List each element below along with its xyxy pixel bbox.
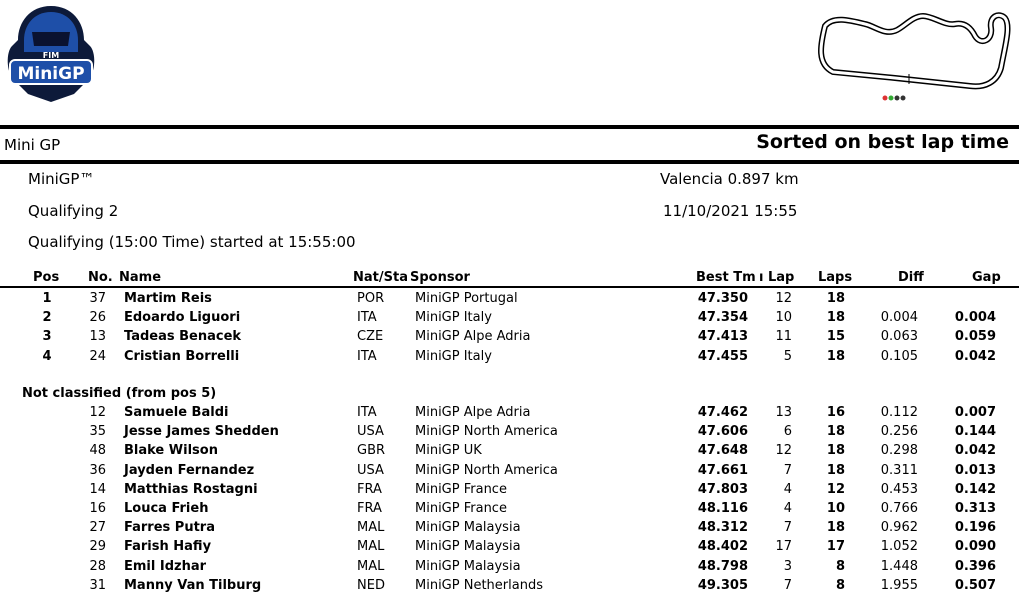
cell-rider-name: Matthias Rostagni bbox=[124, 481, 258, 497]
cell-best-lap-number: 12 bbox=[775, 443, 792, 459]
cell-sponsor: MiniGP Italy bbox=[415, 348, 492, 364]
cell-sponsor: MiniGP Netherlands bbox=[415, 577, 543, 593]
cell-gap: 0.013 bbox=[954, 462, 996, 478]
session-datetime: 11/10/2021 15:55 bbox=[663, 202, 798, 220]
cell-gap: 0.007 bbox=[954, 405, 996, 420]
table-row bbox=[0, 519, 1019, 538]
cell-laps-count: 18 bbox=[826, 462, 845, 478]
cell-nationality: USA bbox=[357, 424, 384, 440]
cell-rider-number: 24 bbox=[89, 348, 106, 364]
cell-rider-name: Martim Reis bbox=[124, 291, 212, 306]
cell-sponsor: MiniGP Malaysia bbox=[415, 520, 521, 536]
cell-laps-count: 17 bbox=[826, 539, 845, 555]
header-rule-top bbox=[0, 125, 1019, 129]
cell-laps-count: 18 bbox=[826, 424, 845, 440]
cell-position: 2 bbox=[42, 310, 52, 326]
cell-nationality: FRA bbox=[357, 481, 382, 497]
cell-rider-name: Farres Putra bbox=[124, 520, 215, 536]
cell-best-lap-number: 6 bbox=[783, 424, 792, 440]
cell-sponsor: MiniGP North America bbox=[415, 462, 558, 478]
cell-best-time: 47.648 bbox=[697, 443, 748, 459]
cell-rider-name: Blake Wilson bbox=[124, 443, 218, 459]
cell-best-lap-number: 4 bbox=[783, 501, 792, 516]
cell-gap: 0.042 bbox=[954, 348, 996, 364]
table-header-rule bbox=[0, 286, 1019, 288]
cell-best-lap-number: 10 bbox=[775, 310, 792, 326]
col-header-pos: Pos bbox=[33, 270, 60, 285]
cell-diff: 0.766 bbox=[880, 501, 918, 516]
table-row bbox=[0, 577, 1019, 596]
cell-nationality: ITA bbox=[357, 405, 377, 420]
cell-position: 4 bbox=[42, 348, 52, 364]
cell-rider-number: 26 bbox=[89, 310, 106, 326]
cell-laps-count: 18 bbox=[826, 443, 845, 459]
cell-best-time: 48.116 bbox=[697, 501, 748, 516]
cell-diff: 0.112 bbox=[880, 405, 918, 420]
cell-rider-number: 28 bbox=[89, 558, 106, 574]
table-row bbox=[0, 481, 1019, 500]
series-label: Mini GP bbox=[4, 136, 61, 154]
cell-laps-count: 15 bbox=[826, 329, 845, 345]
col-header-laps: Laps bbox=[818, 270, 853, 285]
cell-diff: 0.063 bbox=[880, 329, 918, 345]
cell-rider-name: Jayden Fernandez bbox=[124, 462, 255, 478]
col-header-diff: Diff bbox=[898, 270, 924, 285]
table-row bbox=[0, 558, 1019, 577]
cell-best-time: 47.606 bbox=[697, 424, 748, 440]
logo-main-text: MiniGP bbox=[17, 64, 85, 84]
cell-best-time: 47.350 bbox=[697, 291, 748, 306]
cell-laps-count: 8 bbox=[835, 577, 845, 593]
cell-diff: 1.955 bbox=[880, 577, 918, 593]
cell-rider-name: Edoardo Liguori bbox=[124, 310, 241, 326]
cell-gap: 0.507 bbox=[954, 577, 996, 593]
cell-best-lap-number: 7 bbox=[783, 520, 792, 536]
cell-nationality: ITA bbox=[357, 348, 377, 364]
cell-sponsor: MiniGP Alpe Adria bbox=[415, 329, 531, 345]
championship-name: MiniGP™ bbox=[28, 170, 95, 188]
table-row bbox=[0, 328, 1019, 347]
cell-best-time: 47.462 bbox=[697, 405, 748, 420]
cell-rider-name: Farish Hafiy bbox=[124, 539, 212, 555]
cell-rider-number: 48 bbox=[89, 443, 106, 459]
not-classified-heading: Not classified (from pos 5) bbox=[22, 386, 217, 401]
cell-nationality: MAL bbox=[357, 558, 385, 574]
minigp-logo bbox=[2, 2, 100, 106]
cell-diff: 0.962 bbox=[880, 520, 918, 536]
cell-sponsor: MiniGP Portugal bbox=[415, 291, 518, 306]
cell-nationality: CZE bbox=[357, 329, 384, 345]
cell-best-time: 47.354 bbox=[697, 310, 748, 326]
cell-sponsor: MiniGP Malaysia bbox=[415, 539, 521, 555]
cell-best-time: 48.798 bbox=[697, 558, 748, 574]
cell-rider-name: Manny Van Tilburg bbox=[124, 577, 262, 593]
cell-gap: 0.042 bbox=[954, 443, 996, 459]
cell-rider-number: 27 bbox=[89, 520, 106, 536]
cell-best-lap-number: 11 bbox=[775, 329, 792, 345]
cell-diff: 0.311 bbox=[880, 462, 918, 478]
col-header-best: Best Tm bbox=[696, 270, 756, 285]
cell-position: 1 bbox=[42, 291, 52, 306]
cell-best-time: 47.455 bbox=[697, 348, 748, 364]
cell-best-lap-number: 7 bbox=[783, 462, 792, 478]
cell-best-time: 47.803 bbox=[697, 481, 748, 497]
cell-laps-count: 18 bbox=[826, 348, 845, 364]
cell-rider-name: Tadeas Benacek bbox=[124, 329, 242, 345]
cell-rider-name: Samuele Baldi bbox=[124, 405, 229, 420]
col-header-inlap: ı Lap bbox=[759, 270, 795, 285]
cell-rider-number: 12 bbox=[89, 405, 106, 420]
cell-best-time: 47.413 bbox=[697, 329, 748, 345]
cell-sponsor: MiniGP France bbox=[415, 501, 507, 516]
cell-sponsor: MiniGP France bbox=[415, 481, 507, 497]
cell-rider-name: Cristian Borrelli bbox=[124, 348, 240, 364]
table-row bbox=[0, 538, 1019, 557]
cell-nationality: POR bbox=[357, 291, 385, 306]
cell-nationality: NED bbox=[357, 577, 385, 593]
track-map-icon bbox=[805, 6, 1015, 106]
col-header-sponsor: Sponsor bbox=[410, 270, 470, 285]
cell-sponsor: MiniGP North America bbox=[415, 424, 558, 440]
cell-position: 3 bbox=[42, 329, 52, 345]
cell-rider-number: 35 bbox=[89, 424, 106, 440]
table-row bbox=[0, 500, 1019, 519]
logo-top-text: FIM bbox=[42, 51, 60, 60]
cell-nationality: ITA bbox=[357, 310, 377, 326]
cell-diff: 0.453 bbox=[880, 481, 918, 497]
cell-gap: 0.090 bbox=[954, 539, 996, 555]
cell-nationality: GBR bbox=[357, 443, 386, 459]
cell-gap: 0.144 bbox=[954, 424, 996, 440]
cell-laps-count: 18 bbox=[826, 291, 845, 306]
cell-sponsor: MiniGP UK bbox=[415, 443, 482, 459]
col-header-nat: Nat/Sta bbox=[353, 270, 408, 285]
cell-rider-number: 31 bbox=[89, 577, 106, 593]
cell-best-lap-number: 3 bbox=[783, 558, 792, 574]
cell-best-time: 47.661 bbox=[697, 462, 748, 478]
cell-diff: 0.298 bbox=[880, 443, 918, 459]
cell-rider-name: Louca Frieh bbox=[124, 501, 209, 516]
cell-best-time: 49.305 bbox=[697, 577, 748, 593]
col-header-name: Name bbox=[119, 270, 162, 285]
cell-sponsor: MiniGP Alpe Adria bbox=[415, 405, 531, 420]
cell-best-time: 48.312 bbox=[697, 520, 748, 536]
cell-rider-number: 37 bbox=[89, 291, 106, 306]
table-row bbox=[0, 290, 1019, 309]
cell-laps-count: 16 bbox=[826, 405, 845, 420]
cell-nationality: MAL bbox=[357, 539, 385, 555]
session-start-info: Qualifying (15:00 Time) started at 15:55:00 bbox=[28, 233, 356, 251]
cell-gap: 0.196 bbox=[954, 520, 996, 536]
cell-laps-count: 8 bbox=[835, 558, 845, 574]
cell-gap: 0.142 bbox=[954, 481, 996, 497]
cell-best-lap-number: 7 bbox=[783, 577, 792, 593]
cell-nationality: MAL bbox=[357, 520, 385, 536]
cell-best-lap-number: 5 bbox=[783, 348, 792, 364]
cell-laps-count: 12 bbox=[826, 481, 845, 497]
table-row bbox=[0, 348, 1019, 367]
cell-rider-name: Jesse James Shedden bbox=[124, 424, 279, 440]
cell-rider-name: Emil Idzhar bbox=[124, 558, 207, 574]
cell-diff: 0.004 bbox=[880, 310, 918, 326]
cell-diff: 0.105 bbox=[880, 348, 918, 364]
cell-rider-number: 16 bbox=[89, 501, 106, 516]
cell-best-lap-number: 17 bbox=[775, 539, 792, 555]
cell-nationality: USA bbox=[357, 462, 384, 478]
cell-diff: 1.052 bbox=[880, 539, 918, 555]
cell-rider-number: 36 bbox=[89, 462, 106, 478]
session-name: Qualifying 2 bbox=[28, 202, 119, 220]
table-row bbox=[0, 423, 1019, 442]
cell-rider-number: 13 bbox=[89, 329, 106, 345]
cell-rider-number: 29 bbox=[89, 539, 106, 555]
cell-best-lap-number: 12 bbox=[775, 291, 792, 306]
cell-sponsor: MiniGP Malaysia bbox=[415, 558, 521, 574]
cell-diff: 0.256 bbox=[880, 424, 918, 440]
cell-gap: 0.396 bbox=[954, 558, 996, 574]
cell-gap: 0.313 bbox=[954, 501, 996, 516]
cell-sponsor: MiniGP Italy bbox=[415, 310, 492, 326]
cell-nationality: FRA bbox=[357, 501, 382, 516]
cell-gap: 0.059 bbox=[954, 329, 996, 345]
col-header-gap: Gap bbox=[972, 270, 1001, 285]
cell-best-time: 48.402 bbox=[697, 539, 748, 555]
cell-best-lap-number: 13 bbox=[775, 405, 792, 420]
cell-laps-count: 18 bbox=[826, 310, 845, 326]
cell-gap: 0.004 bbox=[954, 310, 996, 326]
table-row bbox=[0, 442, 1019, 461]
table-row bbox=[0, 462, 1019, 481]
cell-best-lap-number: 4 bbox=[783, 481, 792, 497]
circuit-info: Valencia 0.897 km bbox=[660, 170, 799, 188]
cell-laps-count: 18 bbox=[826, 520, 845, 536]
sort-label: Sorted on best lap time bbox=[756, 131, 1009, 153]
cell-laps-count: 10 bbox=[826, 501, 845, 516]
cell-rider-number: 14 bbox=[89, 481, 106, 497]
col-header-no: No. bbox=[88, 270, 113, 285]
table-row bbox=[0, 309, 1019, 328]
header-rule-bottom bbox=[0, 160, 1019, 164]
table-row bbox=[0, 404, 1019, 423]
cell-diff: 1.448 bbox=[880, 558, 918, 574]
